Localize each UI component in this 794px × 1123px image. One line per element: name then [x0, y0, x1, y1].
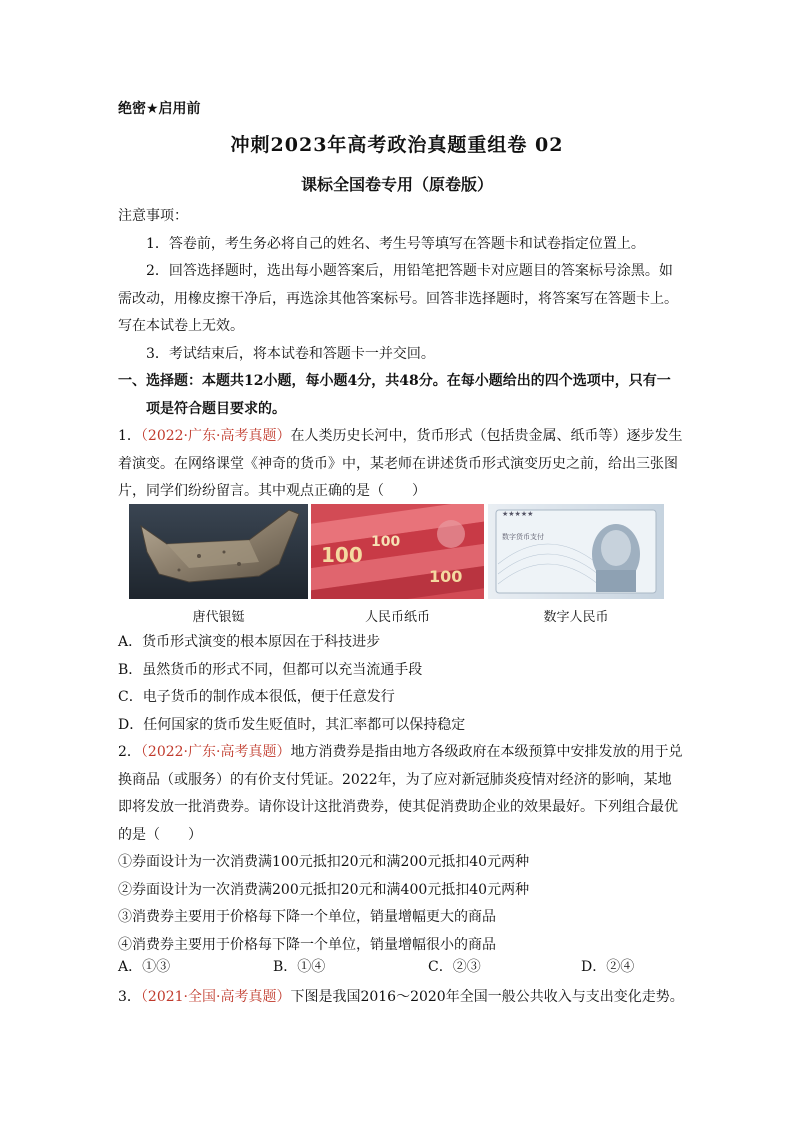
question-1: [118, 423, 683, 506]
statement-item: ④消费券主要用于价格每下降一个单位，销量增幅很小的商品: [118, 936, 496, 953]
secret-label: 绝密★启用前: [118, 101, 201, 117]
question-text: 地方消费券是指由地方各级政府在本级预算中安排发放的用于兑: [290, 744, 683, 760]
section-heading: [118, 368, 678, 423]
question-2: [118, 739, 683, 959]
notice-item: 1．答卷前，考生务必将自己的姓名、考生号等填写在答题卡和试卷指定位置上。: [146, 235, 645, 252]
image-caption: 人民币纸币: [364, 610, 430, 625]
digital-rmb-stars: ★★★★★: [502, 510, 534, 518]
option-a: A．货币形式演变的根本原因在于科技进步: [118, 634, 381, 650]
notice-item: 2．回答选择题时，选出每小题答案后，用铅笔把答题卡对应题目的答案标号涂黑。如: [146, 263, 673, 279]
question-text: 的是（ ）: [118, 826, 202, 843]
digital-rmb-note: 数字货币支付: [502, 533, 544, 541]
question-text: 着演变。在网络课堂《神奇的货币》中，某老师在讲述货币形式演变历史之前，给出三张图: [118, 455, 678, 472]
svg-text:100: 100: [371, 534, 401, 550]
question-1-images: [129, 504, 664, 599]
notice-item-continued: 需改动，用橡皮擦干净后，再选涂其他答案标号。回答非选择题时，将答案写在答题卡上。: [118, 290, 678, 307]
question-text: 即将发放一批消费券。请你设计这批消费券，使其促消费助企业的效果最好。下列组合最优: [118, 799, 678, 815]
question-text: 在人类历史长河中，货币形式（包括贵金属、纸币等）逐步发生: [290, 428, 683, 444]
question-source: （2022·广东·高考真题）: [140, 744, 291, 760]
silver-ingot-photo: [129, 504, 308, 599]
image-caption: 数字人民币: [543, 610, 609, 625]
page-subtitle: 课标全国卷专用（原卷版）: [300, 175, 493, 194]
option-c: C．电子货币的制作成本很低，便于任意发行: [118, 689, 395, 705]
question-text: 换商品（或服务）的有价支付凭证。2022年，为了应对新冠肺炎疫情对经济的影响，某地: [118, 771, 672, 788]
option-b: B．虽然货币的形式不同，但都可以充当流通手段: [118, 661, 423, 678]
notice-item-continued: 写在本试卷上无效。: [118, 318, 244, 334]
notice-item: 3．考试结束后，将本试卷和答题卡一并交回。: [146, 345, 435, 362]
statement-item: ②券面设计为一次消费满200元抵扣20元和满400元抵扣40元两种: [118, 881, 530, 898]
option-b: B．①④: [273, 959, 326, 975]
question-number: 1．: [118, 428, 141, 444]
page-title: 冲刺2023年高考政治真题重组卷 02: [230, 134, 564, 156]
svg-text:100: 100: [321, 543, 363, 567]
option-d: D．任何国家的货币发生贬值时，其汇率都可以保持稳定: [118, 716, 466, 733]
image-caption: 唐代银铤: [192, 610, 245, 625]
rmb-banknotes-photo: [311, 504, 484, 599]
question-1-options: [118, 629, 678, 739]
question-number: 3．: [118, 989, 141, 1005]
notice-label: 注意事项：: [118, 208, 188, 224]
question-source: （2022·广东·高考真题）: [140, 428, 291, 444]
statement-item: ③消费券主要用于价格每下降一个单位，销量增幅更大的商品: [118, 909, 496, 925]
question-source: （2021·全国·高考真题）: [140, 989, 291, 1005]
option-a: A．①③: [118, 959, 171, 975]
question-2-options: [118, 956, 678, 980]
question-2-stem-line: [118, 739, 683, 767]
question-1-stem-line: [118, 423, 683, 451]
digital-rmb-photo: [488, 504, 664, 599]
section-line: 项是符合题目要求的。: [146, 400, 286, 417]
question-text: 下图是我国2016～2020年全国一般公共收入与支出变化走势。: [290, 989, 684, 1005]
question-3: [118, 984, 684, 1012]
option-c: C．②③: [428, 959, 481, 975]
statement-item: ①券面设计为一次消费满100元抵扣20元和满200元抵扣40元两种: [118, 854, 530, 870]
question-number: 2．: [118, 744, 141, 760]
question-text: 片，同学们纷纷留言。其中观点正确的是（ ）: [118, 483, 426, 499]
option-d: D．②④: [581, 959, 635, 975]
notice-section: [118, 203, 678, 368]
question-3-stem-line: [118, 984, 684, 1012]
svg-text:100: 100: [429, 567, 463, 586]
section-line: 一、选择题：本题共12小题，每小题4分，共48分。在每小题给出的四个选项中，只有一: [118, 373, 671, 389]
